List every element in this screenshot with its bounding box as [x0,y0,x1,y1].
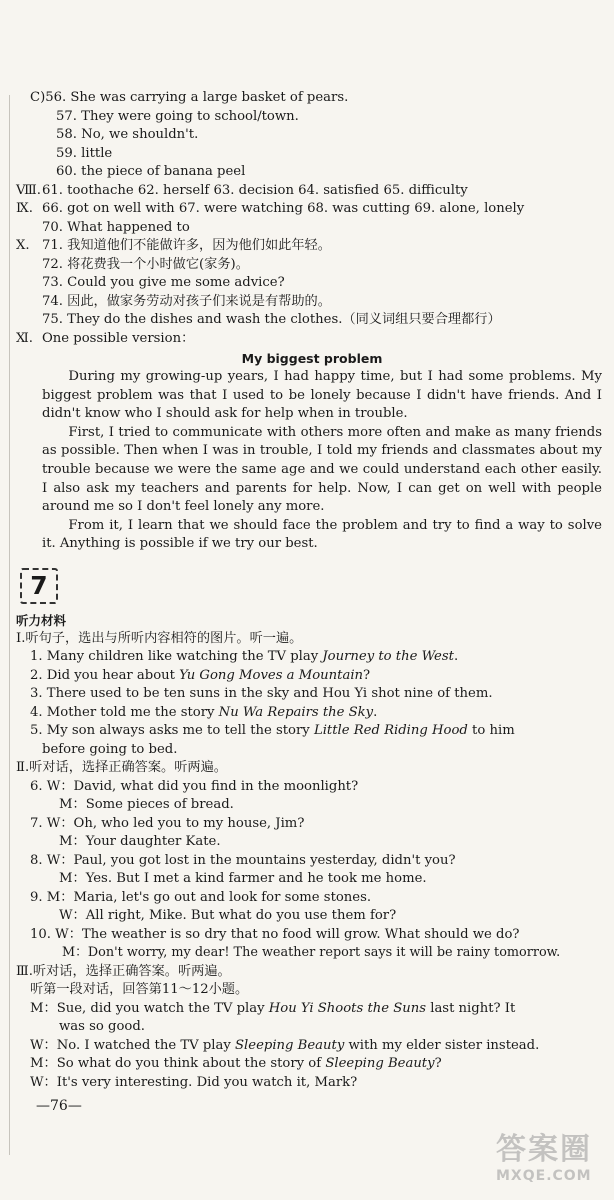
answer-74: 74. 因此，做家务劳动对孩子们来说是有帮助的。 [42,293,331,309]
listening-item-5-cont: before going to bed. [42,741,178,757]
dialog-7-m: M：Your daughter Kate. [59,834,221,850]
dialog-8-w: 8. W：Paul, you got lost in the mountains yesterday, didn't you? [30,852,456,868]
section-num: Ⅷ. [16,182,41,198]
listening-section-3-intro: 听第一段对话，回答第11～12小题。 [30,982,249,998]
section-num: Ⅺ. [16,330,33,346]
answer-75: 75. They do the dishes and wash the clothes.（同义词组只要合理都行） [42,312,501,327]
dialog-6-m: M：Some pieces of bread. [59,797,234,813]
section-viii [16,182,608,201]
dialog-10-m: M：Don't worry, my dear! The weather report says it will be rainy tomorrow. [62,945,561,961]
text: . [373,704,378,720]
listening-section-3-head: Ⅲ.听对话，选择正确答案。听两遍。 [16,963,231,979]
dialog-line-3 [16,1055,608,1074]
dialog-line-4: W：It's very interesting. Did you watch it, Mark? [30,1074,358,1090]
text: last night? It [426,1000,516,1016]
text: W：No. I watched the TV play [30,1037,236,1053]
listening-item-5 [16,722,608,741]
dialog-6-w: 6. W：David, what did you find in the moonlight? [30,778,359,794]
answer-72: 72. 将花费我一个小时做它(家务)。 [42,256,249,272]
answer-60: 60. the piece of banana peel [56,164,246,179]
essay-paragraph-2: First, I tried to communicate with others more often and make as many friends as possible. Then when I was in trouble, I told my friends and classmates about my trouble because we were the same age and we could understand each other easily. I also ask my teachers and parents for help. Now, I can get on well with people around me so I don't feel lonely any more. [42,424,602,515]
text: M：Sue, did you watch the TV play [30,1000,269,1016]
text: with my elder sister instead. [344,1037,540,1053]
title-italic: Sleeping Beauty [235,1037,345,1053]
dialog-9-m: 9. M：Maria, let's go out and look for some stones. [30,889,372,905]
title-italic: Journey to the West [322,649,454,665]
listening-section-1-head: Ⅰ.听句子，选出与所听内容相符的图片。听一遍。 [16,630,303,646]
answer-59: 59. little [56,145,113,161]
title-italic: Little Red Riding Hood [313,723,468,739]
dialog-line-1-cont: was so good. [59,1019,145,1035]
dialog-9-w: W：All right, Mike. But what do you use them for? [59,908,397,924]
page-content [16,89,608,1114]
listening-section-2-head: Ⅱ.听对话，选择正确答案。听两遍。 [16,760,227,776]
dialog-line-1 [16,1000,608,1019]
answer-57: 57. They were going to school/town. [56,108,299,124]
dialog-7-w: 7. W：Oh, who led you to my house, Jim? [30,815,305,831]
listening-item-4 [16,704,608,723]
dialog-10-w: 10. W：The weather is so dry that no food will grow. What should we do? [30,926,520,942]
section-x [16,237,608,256]
title-italic: Nu Wa Repairs the Sky [218,704,374,720]
listening-item-3: 3. There used to be ten suns in the sky and Hou Yi shot nine of them. [30,686,493,702]
answer-71: 71. 我知道他们不能做许多，因为他们如此年轻。 [42,238,331,253]
section-xi [16,330,608,349]
listening-heading: 听力材料 [16,612,67,628]
margin-line [9,95,10,1155]
text: . [453,649,459,665]
page-number: —76— [36,1098,82,1115]
listening-item-1 [16,648,608,667]
section-num: Ⅹ. [16,238,30,253]
watermark-brand: 答案圈 [496,1132,592,1167]
section-ix [16,200,608,219]
answer-70: 70. What happened to [42,219,190,235]
text: to him [467,723,515,739]
watermark-site: MXQE.COM [496,1168,592,1184]
text: 1. Many children like watching the TV play [30,649,323,665]
answer-73: 73. Could you give me some advice? [42,275,285,290]
text: 4. Mother told me the story [30,704,219,720]
text: 2. Did you hear about [30,667,180,683]
answer-58: 58. No, we shouldn't. [56,127,199,142]
watermark-logo [496,1124,608,1190]
title-italic: Sleeping Beauty [325,1056,435,1072]
text: 5. My son always asks me to tell the story [30,723,314,739]
title-italic: Yu Gong Moves a Mountain [179,667,364,683]
title-italic: Hou Yi Shoots the Suns [268,1000,427,1016]
listening-item-2 [16,667,608,686]
dialog-8-m: M：Yes. But I met a kind farmer and he took me home. [59,871,427,887]
essay-paragraph-3: From it, I learn that we should face the problem and try to find a way to solve it. Anything is possible if we try our best. [42,517,602,552]
answer-c-head: C)56. She was carrying a large basket of pears. [30,90,349,105]
essay-title: My biggest problem [241,351,383,366]
dialog-line-2 [16,1037,608,1056]
section-text: 66. got on well with 67. were watching 68. was cutting 69. alone, lonely [42,201,525,216]
text: ? [434,1056,442,1072]
unit-number-badge: 7 [20,568,58,604]
text: M：So what do you think about the story of [30,1056,326,1072]
essay-paragraph-1: During my growing-up years, I had happy time, but I had some problems. My biggest problem was that I used to be lonely because I didn't have friends. And I didn't know who I should ask for help when in trouble. [42,369,602,422]
section-text: One possible version： [42,330,195,346]
section-num: Ⅸ. [16,201,33,216]
text: ? [363,667,371,683]
section-text: 61. toothache 62. herself 63. decision 64. satisfied 65. difficulty [42,182,468,198]
